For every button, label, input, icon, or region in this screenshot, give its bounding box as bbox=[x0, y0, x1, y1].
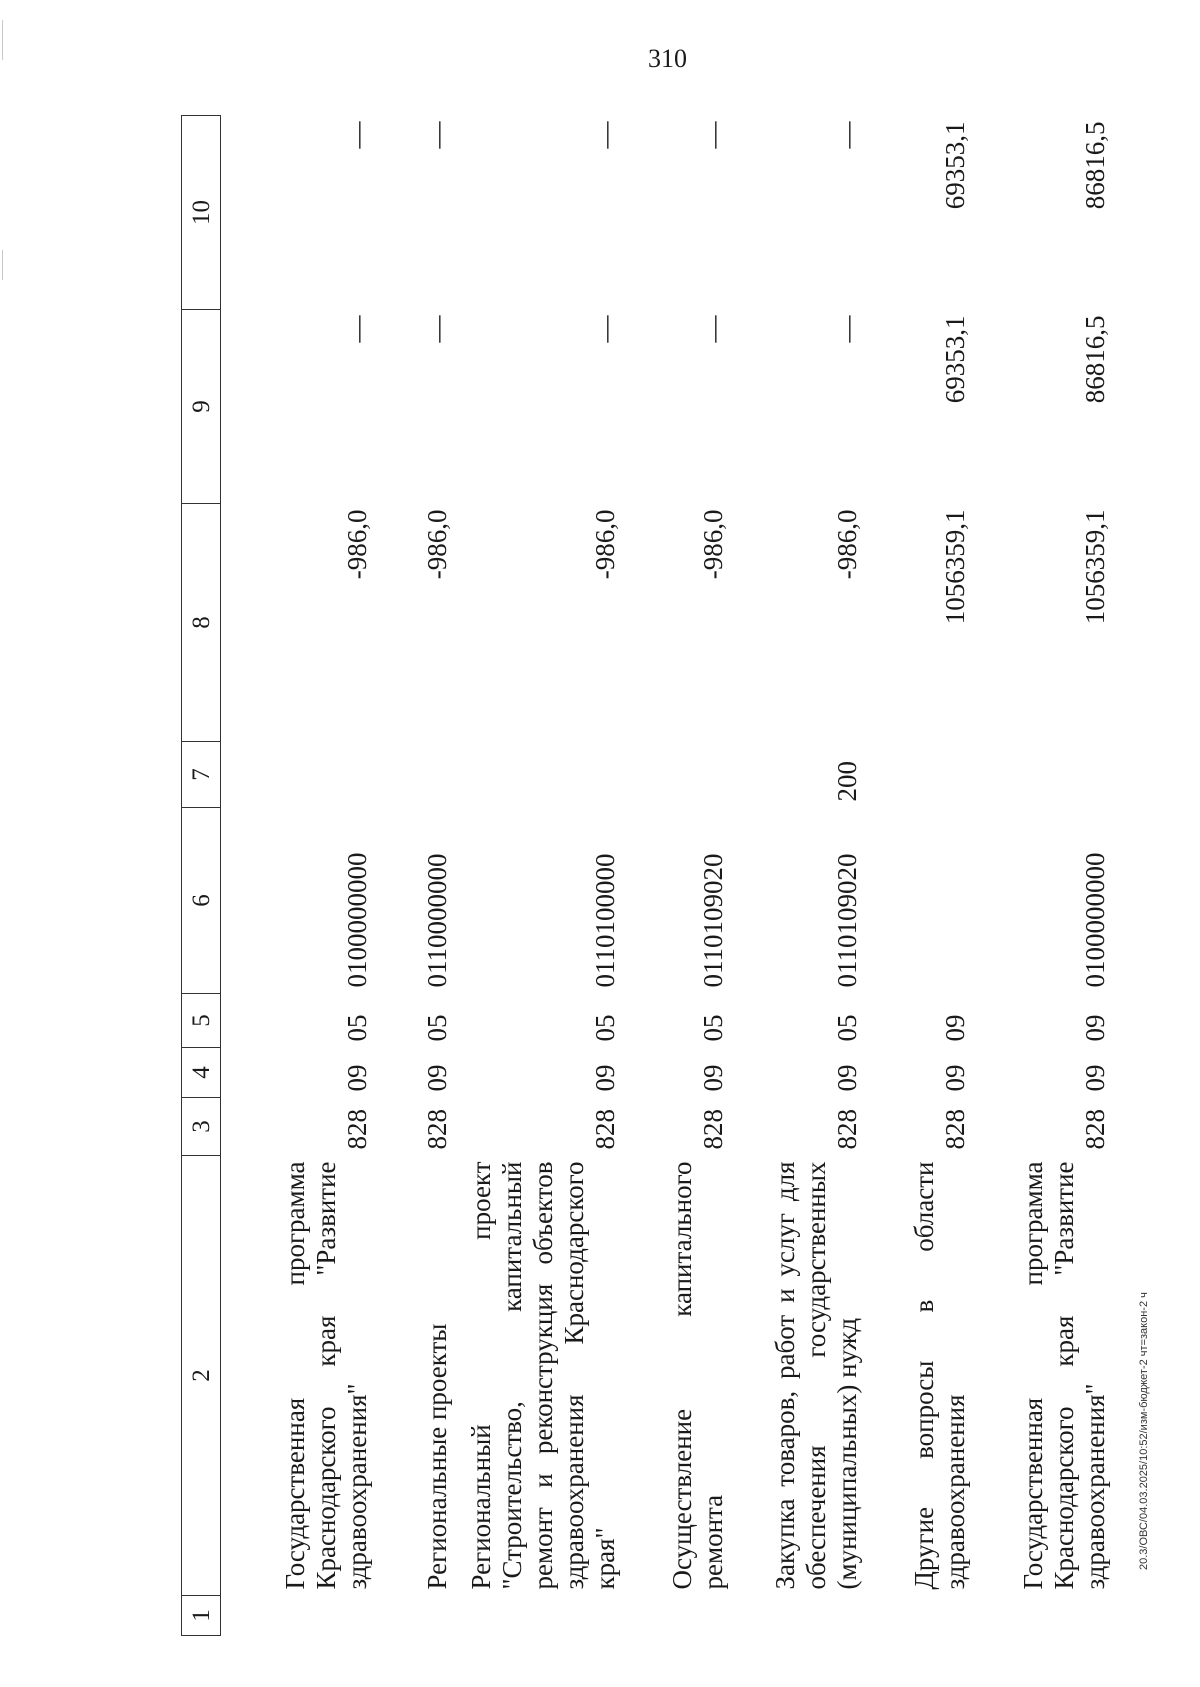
row-name: Региональные проекты bbox=[421, 1323, 452, 1590]
amount-col8: 1056359,1 bbox=[1079, 509, 1110, 625]
column-header: 3 bbox=[182, 1098, 221, 1156]
amount-col8: -986,0 bbox=[697, 509, 728, 580]
table-row bbox=[621, 116, 729, 1636]
row-name: Государственная программа Краснодарского края "Развитие здравоохранения" bbox=[1017, 1161, 1110, 1590]
subsection-code: 05 bbox=[697, 1014, 728, 1042]
table-row bbox=[453, 116, 621, 1636]
target-item-code: 0110109020 bbox=[831, 853, 862, 988]
ministry-code: 828 bbox=[341, 1109, 372, 1150]
ministry-code: 828 bbox=[421, 1109, 452, 1150]
rotated-table-container bbox=[181, 116, 1200, 1636]
page-number: 310 bbox=[648, 44, 687, 73]
row-name: Государственная программа Краснодарского края "Развитие здравоохранения" bbox=[279, 1161, 372, 1590]
amount-col9: — bbox=[697, 315, 728, 343]
target-item-code: 0100000000 bbox=[1079, 852, 1110, 988]
target-item-code: 0110109020 bbox=[697, 853, 728, 988]
expense-type-code bbox=[971, 742, 1111, 808]
subsection-code: 09 bbox=[1079, 1014, 1110, 1042]
row-name: Региональный проект "Строительство, капитальный ремонт и реконструкция объектов здравоохранения Краснодарского края" bbox=[465, 1161, 620, 1590]
amount-col9: — bbox=[421, 315, 452, 343]
section-code: 09 bbox=[1079, 1064, 1110, 1092]
target-item-code bbox=[863, 808, 971, 994]
amount-col9: — bbox=[341, 315, 372, 343]
column-header: 9 bbox=[182, 310, 221, 504]
section-code: 09 bbox=[421, 1064, 452, 1092]
ministry-code: 828 bbox=[831, 1109, 862, 1150]
expense-type-code bbox=[621, 742, 729, 808]
column-header: 4 bbox=[182, 1048, 221, 1098]
scan-edge-mark bbox=[2, 20, 3, 60]
row-number bbox=[453, 1596, 621, 1636]
amount-col9: — bbox=[831, 315, 862, 343]
amount-col8: -986,0 bbox=[589, 509, 620, 580]
table-row bbox=[863, 116, 971, 1636]
target-item-code: 0100000000 bbox=[341, 852, 372, 988]
amount-col10: — bbox=[697, 121, 728, 149]
amount-col10: — bbox=[341, 121, 372, 149]
subsection-code: 09 bbox=[939, 1014, 970, 1042]
section-code: 09 bbox=[697, 1064, 728, 1092]
document-footer-code: 20.3/ОВС/04.03.2025/10:52/изм-бюджет-2 чт=закон-2 ч bbox=[1138, 1292, 1150, 1570]
scan-edge-mark bbox=[2, 250, 3, 280]
row-number bbox=[971, 1596, 1111, 1636]
subsection-code: 05 bbox=[421, 1014, 452, 1042]
section-code: 09 bbox=[939, 1064, 970, 1092]
row-name: Осуществление капитального ремонта bbox=[666, 1161, 728, 1590]
row-number bbox=[729, 1596, 863, 1636]
amount-col8: -986,0 bbox=[421, 509, 452, 580]
amount-col10: — bbox=[831, 121, 862, 149]
amount-col8: 1056359,1 bbox=[939, 509, 970, 625]
row-number bbox=[621, 1596, 729, 1636]
expense-type-code: 200 bbox=[831, 761, 862, 802]
column-header: 2 bbox=[182, 1156, 221, 1596]
ministry-code: 828 bbox=[697, 1109, 728, 1150]
target-item-code: 0110100000 bbox=[589, 853, 620, 988]
expense-type-code bbox=[221, 742, 373, 808]
amount-col9: 86816,5 bbox=[1079, 315, 1110, 404]
amount-col8: -986,0 bbox=[831, 509, 862, 580]
column-header: 5 bbox=[182, 994, 221, 1048]
subsection-code: 05 bbox=[589, 1014, 620, 1042]
ministry-code: 828 bbox=[939, 1109, 970, 1150]
ministry-code: 828 bbox=[1079, 1109, 1110, 1150]
expense-type-code bbox=[863, 742, 971, 808]
row-name: Другие вопросы в области здравоохранения bbox=[908, 1161, 970, 1590]
column-header: 10 bbox=[182, 116, 221, 310]
amount-col9: — bbox=[589, 315, 620, 343]
subsection-code: 05 bbox=[341, 1014, 372, 1042]
amount-col10: 69353,1 bbox=[939, 121, 970, 210]
table-row bbox=[373, 116, 453, 1636]
amount-col10: — bbox=[589, 121, 620, 149]
target-item-code: 0110000000 bbox=[421, 853, 452, 988]
table-row bbox=[729, 116, 863, 1636]
row-number bbox=[221, 1596, 373, 1636]
expense-type-code bbox=[453, 742, 621, 808]
column-header-row bbox=[182, 116, 221, 1636]
budget-table bbox=[181, 115, 1111, 1636]
table-row bbox=[221, 116, 373, 1636]
section-code: 09 bbox=[341, 1064, 372, 1092]
column-header: 1 bbox=[182, 1596, 221, 1636]
section-code: 09 bbox=[589, 1064, 620, 1092]
expense-type-code bbox=[373, 742, 453, 808]
subsection-code: 05 bbox=[831, 1014, 862, 1042]
column-header: 6 bbox=[182, 808, 221, 994]
ministry-code: 828 bbox=[589, 1109, 620, 1150]
row-name: Закупка товаров, работ и услуг для обеспечения государственных (муниципальных) нужд bbox=[769, 1161, 862, 1590]
column-header: 7 bbox=[182, 742, 221, 808]
column-header: 8 bbox=[182, 504, 221, 742]
amount-col8: -986,0 bbox=[341, 509, 372, 580]
amount-col9: 69353,1 bbox=[939, 315, 970, 404]
row-number bbox=[863, 1596, 971, 1636]
table-row bbox=[971, 116, 1111, 1636]
amount-col10: 86816,5 bbox=[1079, 121, 1110, 210]
row-number bbox=[373, 1596, 453, 1636]
amount-col10: — bbox=[421, 121, 452, 149]
section-code: 09 bbox=[831, 1064, 862, 1092]
